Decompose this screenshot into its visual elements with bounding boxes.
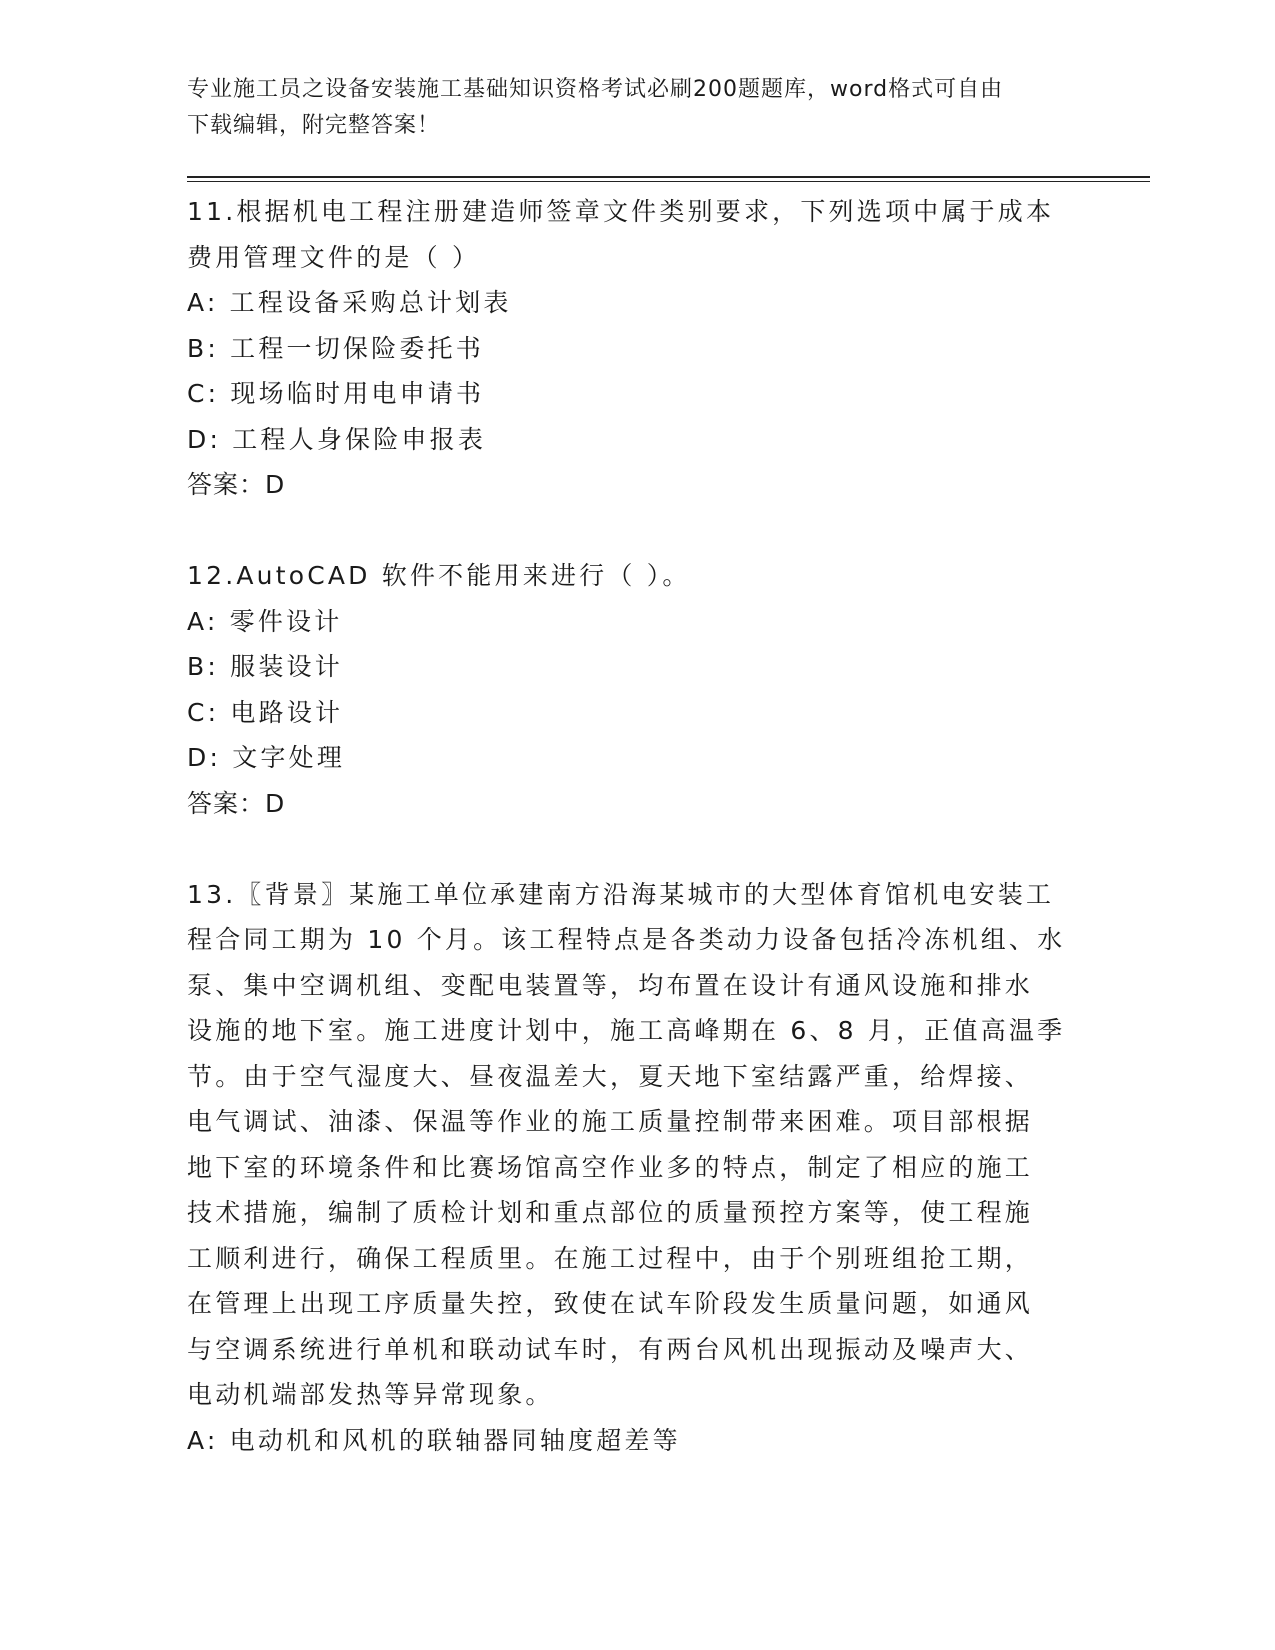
- question-13-stem-line-12: 电动机端部发热等异常现象。: [187, 1380, 554, 1409]
- question-13-stem-line-11: 与空调系统进行单机和联动试车时，有两台风机出现振动及噪声大、: [187, 1334, 1034, 1364]
- question-list: [187, 189, 1087, 1463]
- question-spacer: [187, 508, 1087, 554]
- question-11-stem-line-2: 费用管理文件的是（ ）: [187, 242, 481, 272]
- header-divider-thick: [187, 176, 1150, 178]
- question-12-stem-line-1: 12.AutoCAD 软件不能用来进行（ ）。: [187, 561, 691, 590]
- question-13-stem-line-8: 技术措施，编制了质检计划和重点部位的质量预控方案等，使工程施: [187, 1198, 1034, 1227]
- question-12: [187, 553, 1087, 826]
- question-12-option-d: D: 文字处理: [187, 743, 346, 772]
- question-13-stem-line-10: 在管理上出现工序质量失控，致使在试车阶段发生质量问题，如通风: [187, 1289, 1034, 1318]
- question-13-stem-line-4: 设施的地下室。施工进度计划中，施工高峰期在 6、8 月，正值高温季: [187, 1016, 1066, 1045]
- question-13: [187, 872, 1087, 1464]
- question-11-option-d: D: 工程人身保险申报表: [187, 424, 487, 454]
- question-11: [187, 189, 1087, 508]
- question-13-stem-line-7: 地下室的环境条件和比赛场馆高空作业多的特点，制定了相应的施工: [187, 1152, 1034, 1182]
- question-13-stem-line-5: 节。由于空气湿度大、昼夜温差大，夏天地下室结露严重，给焊接、: [187, 1061, 1034, 1091]
- header-divider-thin: [187, 181, 1150, 182]
- question-11-option-a: A: 工程设备采购总计划表: [187, 288, 512, 317]
- question-12-answer: 答案：D: [187, 788, 286, 818]
- question-13-option-a: A: 电动机和风机的联轴器同轴度超差等: [187, 1425, 681, 1455]
- question-11-stem-line-1: 11.根据机电工程注册建造师签章文件类别要求，下列选项中属于成本: [187, 197, 1055, 226]
- question-13-stem-line-1: 13.〖背景〗某施工单位承建南方沿海某城市的大型体育馆机电安装工: [187, 879, 1055, 909]
- question-13-stem-line-9: 工顺利进行，确保工程质里。在施工过程中，由于个别班组抢工期，: [187, 1243, 1034, 1273]
- question-11-answer: 答案：D: [187, 470, 286, 499]
- question-11-option-c: C: 现场临时用电申请书: [187, 379, 485, 408]
- question-13-stem-line-3: 泵、集中空调机组、变配电装置等，均布置在设计有通风设施和排水: [187, 970, 1034, 1000]
- question-12-option-c: C: 电路设计: [187, 697, 344, 727]
- question-12-option-b: B: 服装设计: [187, 652, 343, 681]
- header-line-2: 下载编辑，附完整答案！: [187, 113, 441, 138]
- document-header: [187, 72, 1067, 144]
- question-13-stem-line-2: 程合同工期为 10 个月。该工程特点是各类动力设备包括冷冻机组、水: [187, 925, 1066, 954]
- question-12-option-a: A: 零件设计: [187, 606, 343, 636]
- header-line-1: 专业施工员之设备安装施工基础知识资格考试必刷200题题库，word格式可自由: [187, 77, 1004, 102]
- question-13-stem-line-6: 电气调试、油漆、保温等作业的施工质量控制带来困难。项目部根据: [187, 1107, 1034, 1136]
- question-11-option-b: B: 工程一切保险委托书: [187, 333, 484, 363]
- question-spacer: [187, 826, 1087, 872]
